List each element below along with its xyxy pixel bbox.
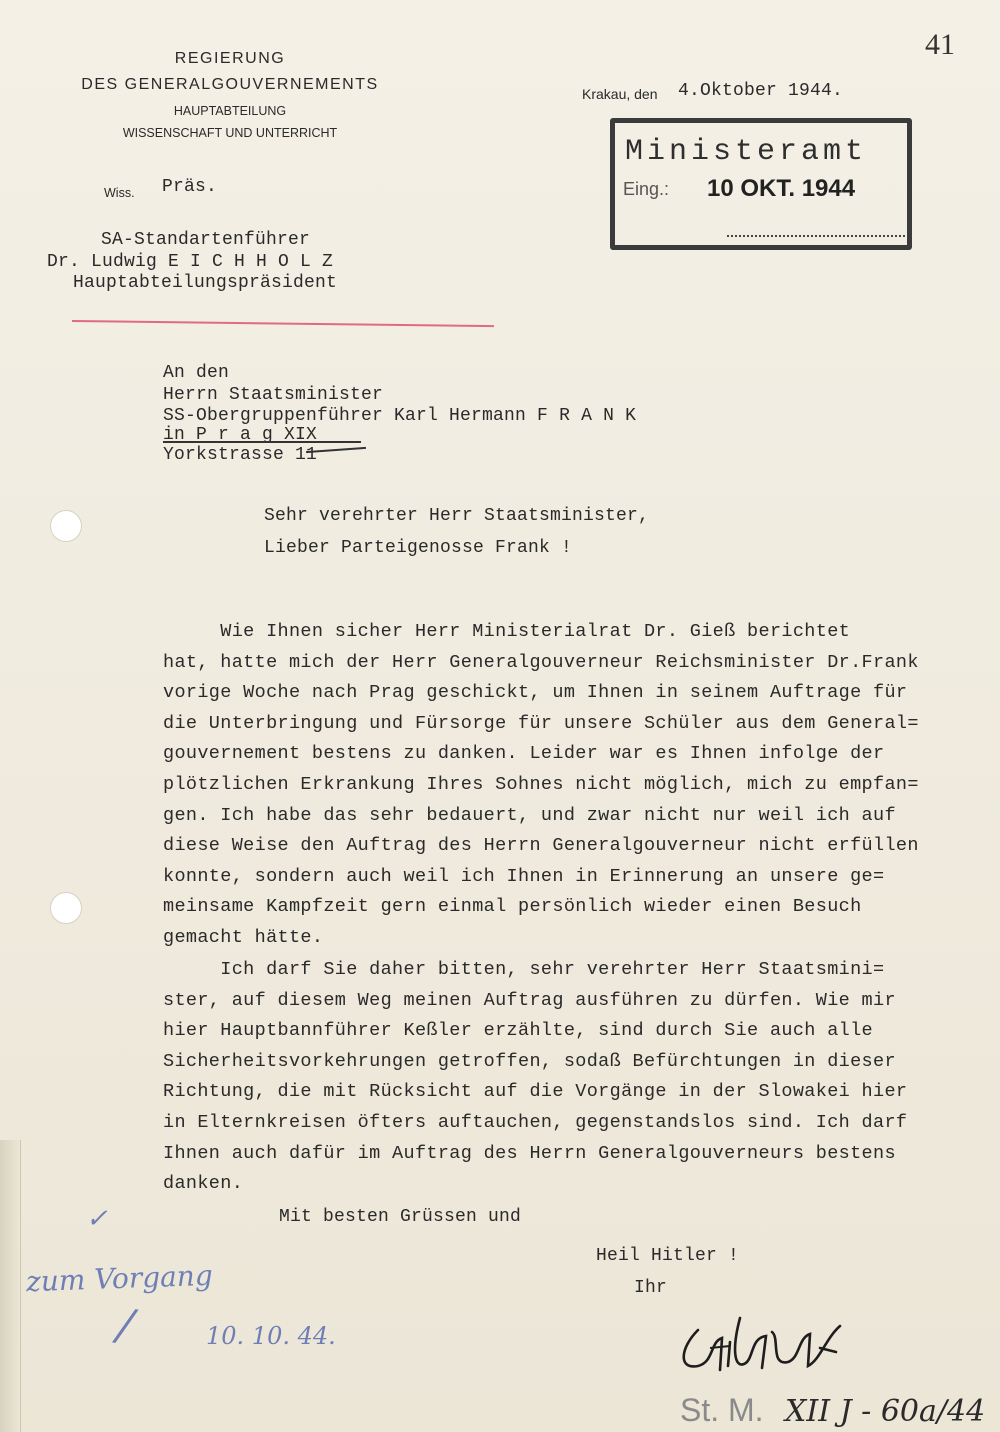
recipient-line-4: in P r a g XIX bbox=[163, 425, 318, 445]
filing-stamp: St. M. bbox=[680, 1392, 764, 1428]
signature-scribble bbox=[670, 1308, 860, 1388]
reference-label: Wiss. bbox=[104, 186, 135, 200]
filing-number: XII J - 60a/44 bbox=[785, 1394, 986, 1429]
body-line: gen. Ich habe das sehr bedauert, und zwar nicht nur weil ich auf bbox=[163, 804, 896, 826]
body-line: Ihnen auch dafür im Auftrag des Herrn Generalgouverneurs bestens bbox=[163, 1142, 896, 1164]
punch-hole-top bbox=[50, 510, 82, 542]
body-paragraph-2 bbox=[163, 955, 1000, 1200]
sender-name: Dr. Ludwig E I C H H O L Z bbox=[47, 252, 334, 272]
punch-hole-bottom bbox=[50, 892, 82, 924]
body-line: vorige Woche nach Prag geschickt, um Ihnen in seinem Auftrage für bbox=[163, 682, 908, 704]
body-line: gouvernement bestens zu danken. Leider war es Ihnen infolge der bbox=[163, 743, 885, 765]
body-line: meinsame Kampfzeit gern einmal persönlich wieder einen Besuch bbox=[163, 896, 862, 918]
handwritten-slash: / bbox=[114, 1299, 137, 1352]
body-line: die Unterbringung und Fürsorge für unsere Schüler aus dem General= bbox=[163, 712, 919, 734]
place-label: Krakau, den bbox=[582, 86, 658, 102]
body-line: in Elternkreisen öfters auftauchen, gegenstandslos sind. Ich darf bbox=[163, 1111, 908, 1133]
recipient-line-3: SS-Obergruppenführer Karl Hermann F R A N K bbox=[163, 406, 637, 426]
closing-line-2: Heil Hitler ! bbox=[596, 1246, 740, 1266]
handwritten-date: 10. 10. 44. bbox=[206, 1322, 336, 1350]
salutation-line-1: Sehr verehrter Herr Staatsminister, bbox=[264, 506, 650, 526]
letterhead-line-1: REGIERUNG bbox=[174, 50, 286, 67]
body-line: plötzlichen Erkrankung Ihres Sohnes nicht möglich, mich zu empfan= bbox=[163, 773, 919, 795]
body-paragraph-1 bbox=[163, 617, 1000, 954]
sender-rank: SA-Standartenführer bbox=[101, 230, 311, 250]
signature-text bbox=[760, 1340, 765, 1341]
stamp-title: Ministeramt bbox=[625, 135, 868, 169]
body-line: hat, hatte mich der Herr Generalgouverneur Reichsminister Dr.Frank bbox=[163, 651, 919, 673]
letterhead-line-2: DES GENERALGOUVERNEMENTS bbox=[81, 76, 379, 93]
recipient-line-2: Herrn Staatsminister bbox=[163, 385, 384, 405]
letterhead-line-4: WISSENSCHAFT UND UNTERRICHT bbox=[122, 126, 338, 140]
reference-value: Präs. bbox=[162, 177, 218, 197]
red-divider-line bbox=[72, 320, 494, 327]
torn-left-edge bbox=[0, 1140, 21, 1432]
body-line: Sicherheitsvorkehrungen getroffen, sodaß Befürchtungen in dieser bbox=[163, 1050, 896, 1072]
body-line: konnte, sondern auch weil ich Ihnen in Erinnerung an unsere ge= bbox=[163, 865, 885, 887]
page-number: 41 bbox=[925, 28, 955, 61]
stamp-date: 10 OKT. 1944 bbox=[707, 175, 856, 202]
body-line: Ich darf Sie daher bitten, sehr verehrter Herr Staatsmini= bbox=[163, 959, 885, 980]
closing-line-3: Ihr bbox=[634, 1278, 668, 1298]
salutation-line-2: Lieber Parteigenosse Frank ! bbox=[264, 538, 573, 558]
letterhead-line-3: HAUPTABTEILUNG bbox=[173, 104, 287, 118]
handwritten-mark: ✓ bbox=[86, 1204, 108, 1234]
body-line: danken. bbox=[163, 1173, 244, 1195]
body-line: Wie Ihnen sicher Herr Ministerialrat Dr. Gieß berichtet bbox=[163, 621, 851, 642]
body-line: hier Hauptbannführer Keßler erzählte, sind durch Sie auch alle bbox=[163, 1020, 874, 1042]
stamp-eing-label: Eing.: bbox=[623, 179, 670, 199]
sender-title: Hauptabteilungspräsident bbox=[73, 273, 338, 293]
stamp-dotted-line bbox=[727, 235, 905, 237]
handwritten-note: zum Vorgang bbox=[25, 1258, 214, 1299]
body-line: gemacht hätte. bbox=[163, 926, 324, 948]
letter-date: 4.Oktober 1944. bbox=[678, 81, 844, 101]
body-line: ster, auf diesem Weg meinen Auftrag ausführen zu dürfen. Wie mir bbox=[163, 989, 896, 1011]
body-line: diese Weise den Auftrag des Herrn Generalgouverneur nicht erfüllen bbox=[163, 835, 919, 857]
recipient-line-1: An den bbox=[163, 363, 230, 383]
recipient-line-5: Yorkstrasse 11 bbox=[163, 445, 318, 465]
body-line: Richtung, die mit Rücksicht auf die Vorgänge in der Slowakei hier bbox=[163, 1081, 908, 1103]
closing-line-1: Mit besten Grüssen und bbox=[279, 1207, 522, 1227]
received-stamp bbox=[610, 118, 912, 250]
